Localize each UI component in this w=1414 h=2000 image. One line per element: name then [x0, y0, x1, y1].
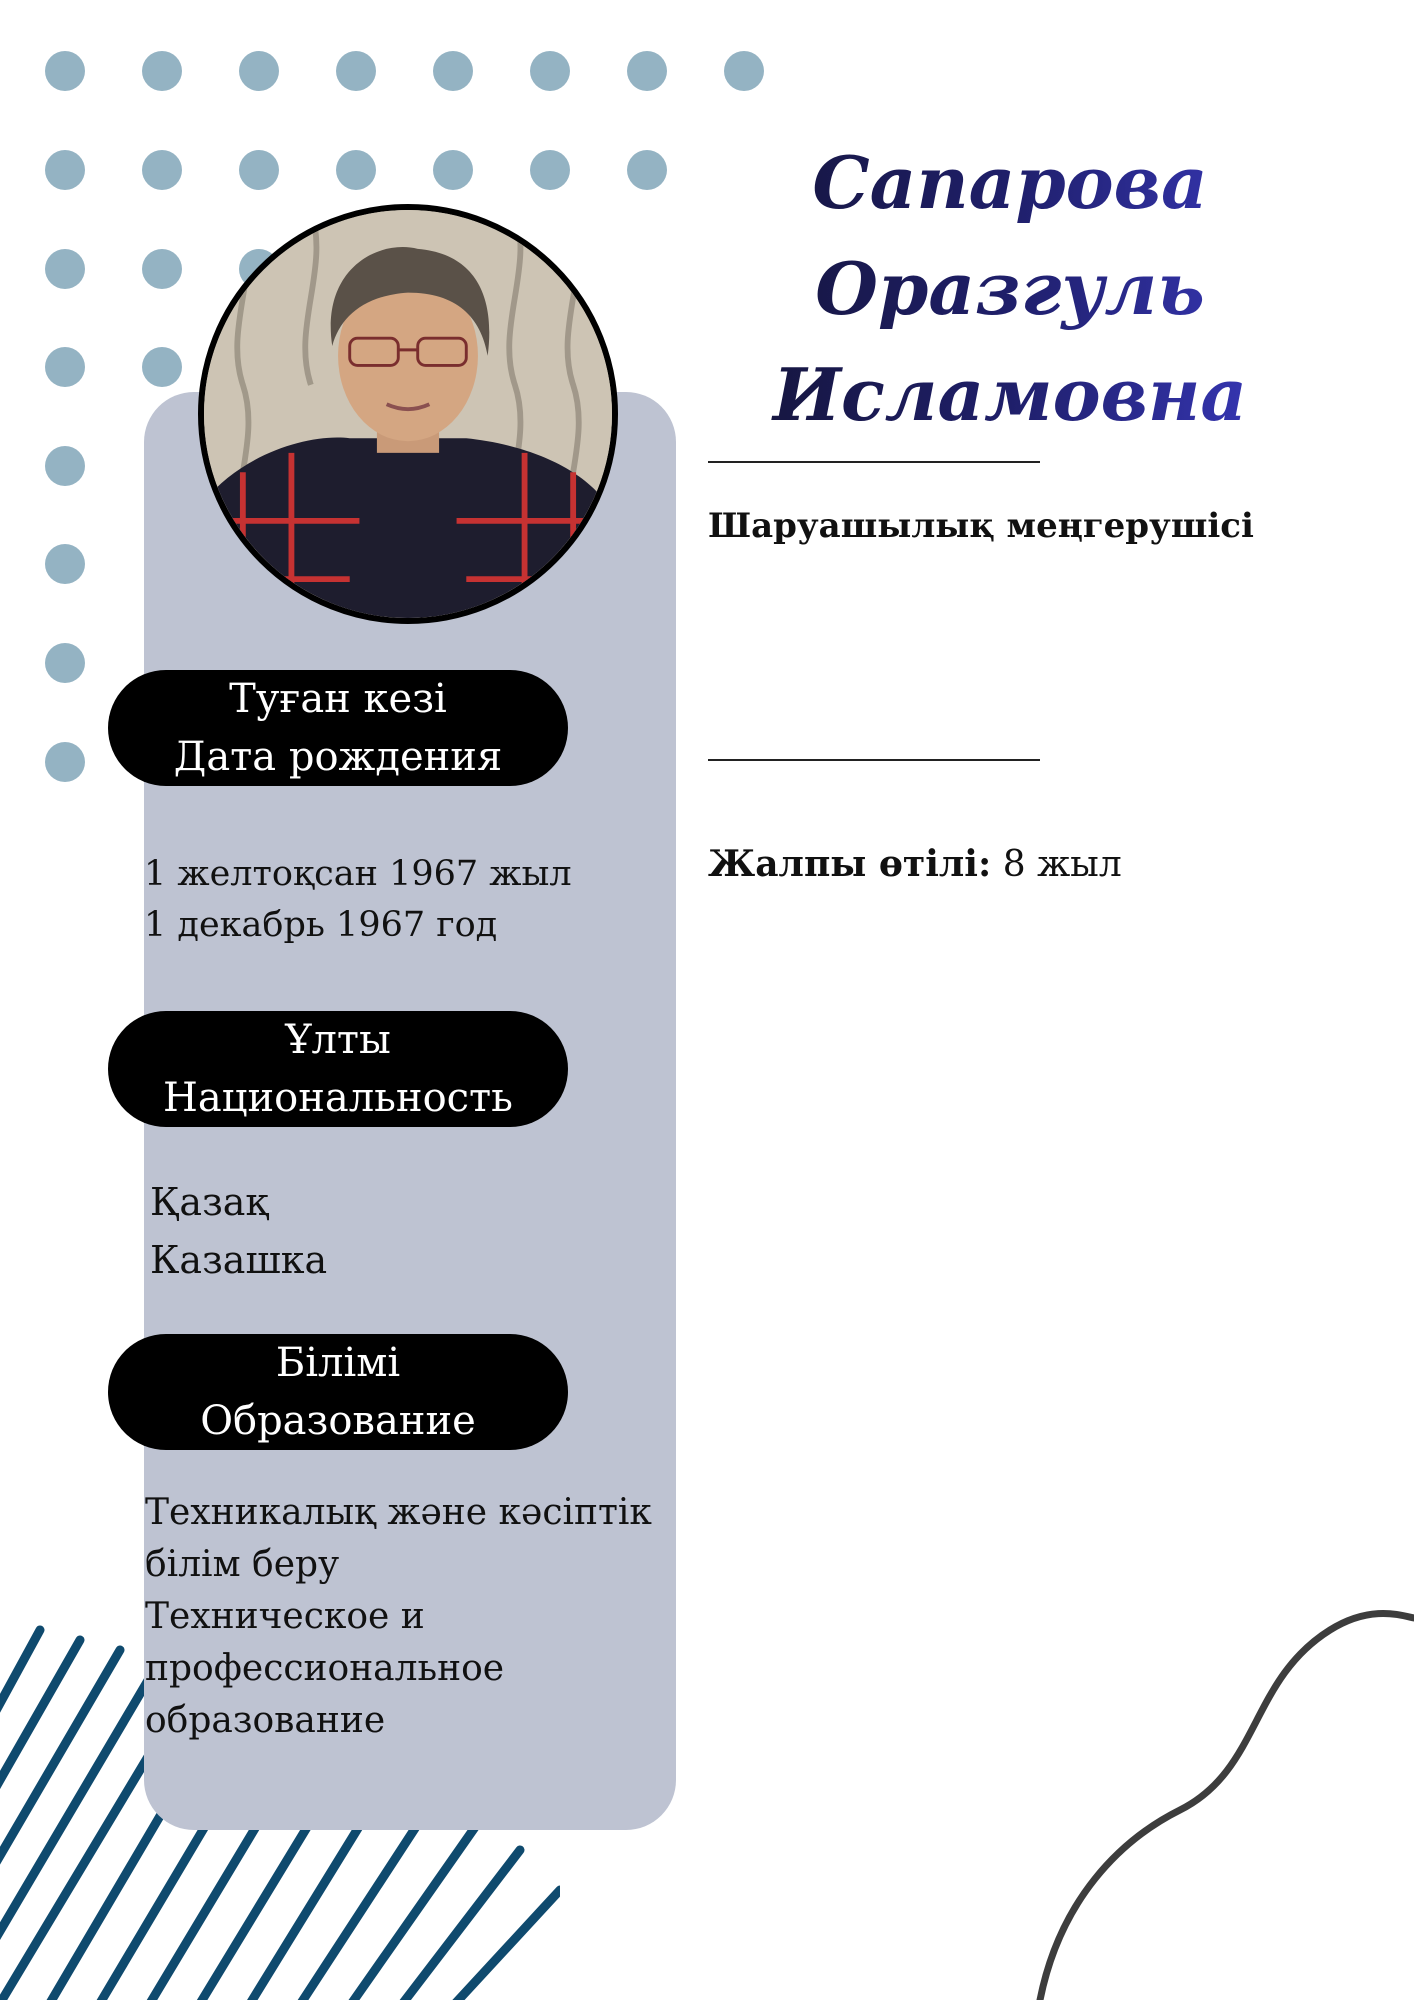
education-values [145, 1487, 652, 1747]
education-heading-kk: Білімі [275, 1340, 401, 1386]
full-name [700, 130, 1320, 448]
job-title: Шаруашылық меңгерушісі [708, 506, 1254, 546]
experience-line [708, 843, 1122, 885]
birth-values [144, 849, 572, 951]
experience-label: Жалпы өтілі: [708, 843, 992, 885]
portrait-icon [204, 210, 612, 618]
education-value-line: образование [145, 1700, 386, 1741]
nationality-value-kk: Қазақ [150, 1180, 269, 1224]
birth-value-kk: 1 желтоқсан 1967 жыл [144, 854, 572, 894]
education-heading [108, 1334, 568, 1450]
nationality-value-ru: Казашка [150, 1238, 328, 1282]
birth-value-ru: 1 декабрь 1967 год [144, 905, 498, 945]
given-name: Оразгуль [700, 236, 1320, 342]
wave-line [1000, 1600, 1414, 2000]
patronymic: Исламовна [700, 342, 1320, 448]
nationality-values [150, 1173, 327, 1289]
birth-heading-ru: Дата рождения [173, 734, 503, 780]
education-value-line: Техникалық және кәсіптік [145, 1492, 652, 1533]
education-value-line: білім беру [145, 1544, 340, 1585]
nationality-heading-ru: Национальность [163, 1075, 513, 1121]
divider [708, 759, 1040, 761]
surname: Сапарова [700, 130, 1320, 236]
profile-photo [198, 204, 618, 624]
nationality-heading-kk: Ұлты [285, 1017, 391, 1063]
education-value-line: Техническое и [145, 1596, 425, 1637]
experience-value: 8 жыл [1002, 844, 1122, 885]
nationality-heading [108, 1011, 568, 1127]
education-heading-ru: Образование [200, 1398, 476, 1444]
divider [708, 461, 1040, 463]
birth-heading [108, 670, 568, 786]
education-value-line: профессиональное [145, 1648, 505, 1689]
birth-heading-kk: Туған кезі [229, 676, 447, 722]
